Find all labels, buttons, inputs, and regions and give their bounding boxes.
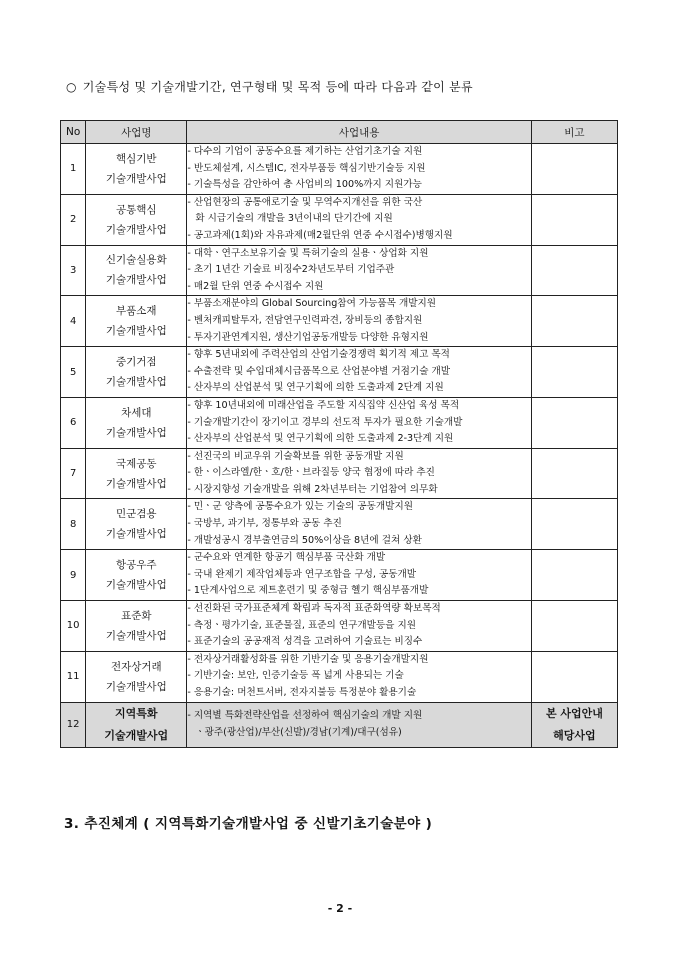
- program-name-line: 지역특화: [115, 706, 158, 720]
- table-row: [61, 296, 618, 347]
- program-content: [187, 144, 532, 195]
- row-note: [531, 601, 617, 652]
- row-number: 7: [61, 448, 86, 499]
- program-name-line: 차세대: [121, 406, 152, 419]
- content-line: - 한ㆍ이스라엘/한ㆍ호/한ㆍ브라질등 양국 협정에 따라 추진: [187, 467, 435, 479]
- row-note: [531, 550, 617, 601]
- program-content: [187, 296, 532, 347]
- content-line: - 산자부의 산업분석 및 연구기획에 의한 도출과제 2단계 지원: [187, 382, 444, 394]
- program-name-line: 기술개발사업: [105, 223, 167, 236]
- content-line: - 개발성공시 경부출연금의 50%이상을 8년에 걸쳐 상환: [187, 534, 422, 546]
- program-name-line: 핵심기반: [116, 152, 157, 165]
- content-line: - 수출전략 및 수입대체시급품목으로 산업분야별 거점기술 개발: [187, 365, 451, 377]
- content-line: - 대학ㆍ연구소보유기술 및 특허기술의 실용ㆍ상업화 지원: [187, 247, 429, 259]
- program-name-line: 기술개발사업: [105, 579, 167, 592]
- program-name: [86, 651, 187, 702]
- program-name: [86, 601, 187, 652]
- program-content: [187, 651, 532, 702]
- row-number: 2: [61, 194, 86, 245]
- content-line: - 선진화된 국가표준체계 확립과 독자적 표준화역량 확보목적: [187, 603, 441, 615]
- program-name: [86, 347, 187, 398]
- content-line: - 민ㆍ군 양측에 공통수요가 있는 기술의 공동개발지원: [187, 501, 413, 513]
- program-name-line: 기술개발사업: [105, 426, 167, 439]
- program-name-line: 중기거점: [116, 356, 157, 369]
- table-row: [61, 397, 618, 448]
- program-name: [86, 296, 187, 347]
- content-line: ㆍ광주(광산업)/부산(신발)/경남(기계)/대구(섬유): [195, 726, 402, 738]
- program-name-line: 기술개발사업: [105, 172, 167, 185]
- program-table: [60, 120, 618, 748]
- program-name-line: 민군겸용: [116, 508, 157, 521]
- program-name-line: 국제공동: [116, 457, 157, 470]
- program-name-line: 항공우주: [116, 559, 157, 572]
- row-number: 11: [61, 651, 86, 702]
- program-name-line: 기술개발사업: [105, 325, 167, 338]
- row-note: [531, 347, 617, 398]
- program-name: [86, 550, 187, 601]
- content-line: - 부품소재분야의 Global Sourcing참여 가능품목 개발지원: [187, 298, 437, 310]
- program-name: [86, 194, 187, 245]
- row-note: [531, 245, 617, 296]
- row-number: 5: [61, 347, 86, 398]
- content-line: - 초기 1년간 기술료 비징수2차년도부터 기업주관: [187, 264, 395, 276]
- program-name-line: 기술개발사업: [105, 680, 167, 693]
- content-line: - 전자상거래활성화를 위한 기반기술 및 응용기술개발지원: [187, 653, 429, 665]
- program-name: [86, 144, 187, 195]
- row-note: [531, 702, 617, 747]
- program-content: [187, 245, 532, 296]
- table-row: [61, 702, 618, 747]
- content-line: - 기술특성을 감안하여 총 사업비의 100%까지 지원가능: [187, 179, 422, 191]
- program-name-line: 기술개발사업: [105, 376, 167, 389]
- row-number: 1: [61, 144, 86, 195]
- content-line: - 1단계사업으로 제트훈련기 및 중형급 헬기 핵심부품개발: [187, 585, 429, 597]
- program-name-line: 기술개발사업: [105, 274, 167, 287]
- header-note: 비고: [531, 121, 617, 144]
- note-line: 본 사업안내: [545, 706, 603, 720]
- content-line: - 시장지향성 기술개발을 위해 2차년부터는 기업참여 의무화: [187, 483, 438, 495]
- content-line: - 지역별 특화전략산업을 선정하여 핵심기술의 개발 지원: [187, 710, 423, 721]
- program-content: [187, 397, 532, 448]
- content-line: - 국방부, 과기부, 정통부와 공동 추진: [187, 518, 342, 530]
- intro-text: 기술특성 및 기술개발기간, 연구형태 및 목적 등에 따라 다음과 같이 분류: [82, 80, 473, 94]
- program-name-line: 기술개발사업: [105, 528, 167, 541]
- table-row: [61, 651, 618, 702]
- content-line: - 기반기술: 보안, 인증기술등 폭 넓게 사용되는 기술: [187, 670, 404, 682]
- table-row: [61, 347, 618, 398]
- row-note: [531, 194, 617, 245]
- content-line: - 벤처캐피탈투자, 전담연구인력파견, 장비등의 종합지원: [187, 314, 423, 326]
- program-name-line: 전자상거래: [110, 660, 162, 673]
- header-content: 사업내용: [187, 121, 532, 144]
- row-note: [531, 651, 617, 702]
- program-content: [187, 347, 532, 398]
- row-number: 4: [61, 296, 86, 347]
- content-line: - 산업현장의 공통애로기술 및 무역수지개선을 위한 국산: [187, 196, 423, 208]
- program-name-line: 기술개발사업: [105, 629, 167, 642]
- content-line: - 선진국의 비교우위 기술확보를 위한 공동개발 지원: [187, 450, 404, 462]
- row-number: 6: [61, 397, 86, 448]
- program-content: [187, 448, 532, 499]
- content-line: - 다수의 기업이 공동수요를 제기하는 산업기초기술 지원: [187, 146, 423, 157]
- program-name-line: 신기술실용화: [105, 254, 167, 267]
- page-number: - 2 -: [327, 902, 353, 915]
- content-line: - 군수요와 연계한 항공기 핵심부품 국산화 개발: [187, 552, 386, 564]
- content-line: - 공고과제(1회)와 자유과제(매2월단위 연중 수시접수)병행지원: [187, 229, 453, 241]
- row-note: [531, 296, 617, 347]
- table-row: [61, 144, 618, 195]
- program-content: [187, 702, 532, 747]
- program-content: [187, 550, 532, 601]
- program-name: [86, 702, 187, 747]
- content-line: - 측정ㆍ평가기술, 표준물질, 표준의 연구개발등을 지원: [187, 619, 417, 631]
- content-line: - 국내 완제기 제작업체등과 연구조합을 구성, 공동개발: [187, 568, 417, 580]
- table-row: [61, 601, 618, 652]
- table-row: [61, 550, 618, 601]
- row-number: 3: [61, 245, 86, 296]
- table-row: [61, 448, 618, 499]
- program-name-line: 기술개발사업: [105, 477, 167, 490]
- program-name-line: 기술개발사업: [104, 728, 169, 742]
- row-number: 12: [61, 702, 86, 747]
- program-name: [86, 499, 187, 550]
- table-row: [61, 194, 618, 245]
- table-body: [61, 144, 618, 748]
- table-row: [61, 499, 618, 550]
- content-line: - 응용기술: 머천트서버, 전자지불등 특정분야 활용기술: [187, 687, 417, 698]
- program-name-line: 표준화: [121, 609, 152, 622]
- row-number: 9: [61, 550, 86, 601]
- row-number: 8: [61, 499, 86, 550]
- content-line: - 향후 10년내외에 미래산업을 주도할 지식집약 신산업 육성 목적: [187, 399, 460, 411]
- note-line: 해당사업: [553, 728, 596, 742]
- program-name: [86, 448, 187, 499]
- content-line: - 산자부의 산업분석 및 연구기획에 의한 도출과제 2-3단계 지원: [187, 433, 454, 445]
- row-number: 10: [61, 601, 86, 652]
- program-name: [86, 397, 187, 448]
- intro-line: [66, 78, 473, 95]
- header-name: 사업명: [86, 121, 187, 144]
- program-name-line: 부품소재: [116, 305, 157, 318]
- bullet-circle-icon: ○: [66, 80, 77, 94]
- program-name-line: 공통핵심: [116, 203, 157, 216]
- row-note: [531, 499, 617, 550]
- content-line: - 반도체설계, 시스템IC, 전자부품등 핵심기반기술등 지원: [187, 162, 426, 174]
- content-line: - 표준기술의 공공재적 성격을 고려하여 기술료는 비징수: [187, 636, 423, 648]
- header-no: No: [61, 121, 86, 144]
- content-line: 화 시급기술의 개발을 3년이내의 단기간에 지원: [195, 213, 393, 225]
- row-note: [531, 144, 617, 195]
- content-line: - 기술개발기간이 장기이고 경부의 선도적 투자가 필요한 기술개발: [187, 416, 463, 428]
- row-note: [531, 448, 617, 499]
- content-line: - 향후 5년내외에 주력산업의 산업기술경쟁력 획기적 제고 목적: [187, 349, 450, 361]
- section-heading: 3. 추진체계 ( 지역특화기술개발사업 중 신발기초기술분야 ): [64, 816, 433, 832]
- program-content: [187, 601, 532, 652]
- row-note: [531, 397, 617, 448]
- content-line: - 매2월 단위 연중 수시접수 지원: [187, 280, 324, 292]
- program-name: [86, 245, 187, 296]
- program-content: [187, 499, 532, 550]
- table-row: [61, 245, 618, 296]
- table-header-row: [61, 121, 618, 144]
- program-content: [187, 194, 532, 245]
- content-line: - 투자기관연계지원, 생산기업공동개발등 다양한 유형지원: [187, 331, 429, 343]
